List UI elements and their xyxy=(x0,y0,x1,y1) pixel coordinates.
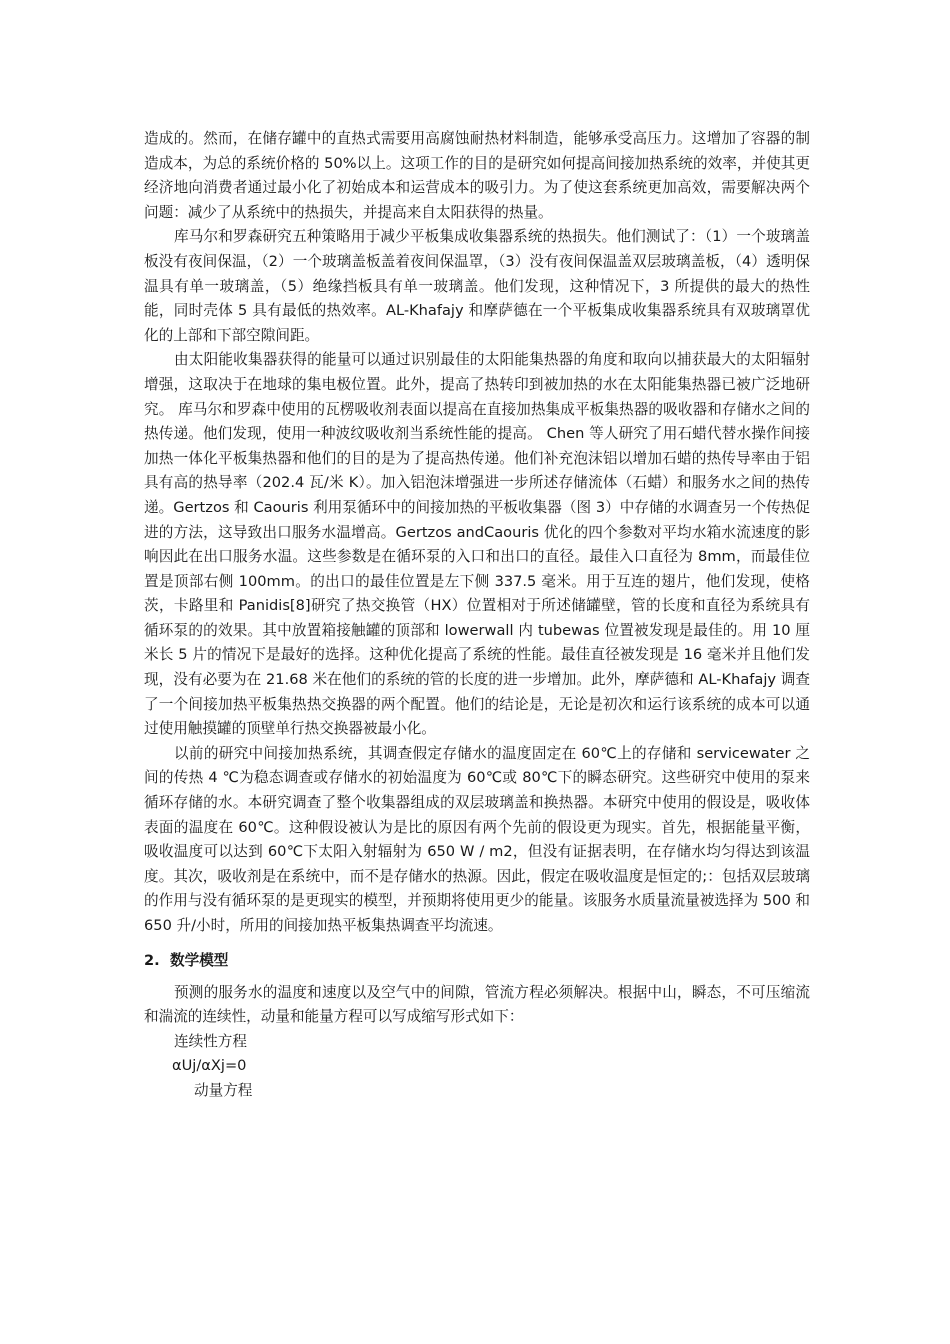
paragraph-heat-loss: 库马尔和罗森研究五种策略用于减少平板集成收集器系统的热损失。他们测试了：（1）一个玻璃盖板没有夜间保温，（2）一个玻璃盖板盖着夜间保温罩，（3）没有夜间保温盖双层玻璃盖板，（4）透明保温具有单一玻璃盖，（5）绝缘挡板具有单一玻璃盖。他们发现，这种情况下，3 所提供的最大的热性能，同时壳体 5 具有最低的热效率。AL-Khafajy 和摩萨德在一个平板集成收集器系统具有双玻璃罩优化的上部和下部空隙间距。 xyxy=(144,228,810,344)
section-heading xyxy=(144,949,810,973)
section-title: 数学模型 xyxy=(170,951,229,969)
continuity-label: 连续性方程 xyxy=(174,1032,247,1050)
paragraph-model: 预测的服务水的温度和速度以及空气中的间隙，管流方程必须解决。根据中山，瞬态，不可压缩流和湍流的连续性，动量和能量方程可以写成缩写形式如下： xyxy=(144,983,810,1026)
document-page xyxy=(144,127,810,1104)
paragraph-previous-studies: 以前的研究中间接加热系统，其调查假定存储水的温度固定在 60℃上的存储和 servicewater 之间的传热 4 ℃为稳态调查或存储水的初始温度为 60℃或 80℃下的瞬态研究。这些研究中使用的泵来循环存储的水。本研究调查了整个收集器组成的双层玻璃盖和换热器。本研究中使用的假设是，吸收体表面的温度在 60℃。这种假设被认为是比的原因有两个先前的假设更为现实。首先，根据能量平衡，吸收温度可以达到 60℃下太阳入射辐射为 650 W / m2，但没有证据表明，在存储水均匀得达到该温度。其次，吸收剂是在系统中，而不是存储水的热源。因此，假定在吸收温度是恒定的;：包括双层玻璃的作用与没有循环泵的是更现实的模型，并预期将使用更少的能量。该服务水质量流量被选择为 500 和 650 升/小时，所用的间接加热平板集热调查平均流速。 xyxy=(144,744,810,934)
section-number: 2. xyxy=(144,951,160,969)
paragraph-heat-transfer: 由太阳能收集器获得的能量可以通过识别最佳的太阳能集热器的角度和取向以捕获最大的太阳辐射增强，这取决于在地球的集电极位置。此外，提高了热转印到被加热的水在太阳能集热器已被广泛地研究。 库马尔和罗森中使用的瓦楞吸收剂表面以提高在直接加热集成平板集热器的吸收器和存储水之间的热传递。他们发现，使用一种波纹吸收剂当系统性能的提高。 Chen 等人研究了用石蜡代替水操作间接加热一体化平板集热器和他们的目的是为了提高热传递。他们补充泡沫铝以增加石蜡的热传导率由于铝具有高的热导率（202.4 瓦/米 K）。加入铝泡沫增强进一步所述存储流体（石蜡）和服务水之间的热传递。Gertzos 和 Caouris 利用泵循环中的间接加热的平板收集器（图 3）中存储的水调查另一个传热促进的方法，这导致出口服务水温增高。Gertzos andCaouris 优化的四个参数对平均水箱水流速度的影响因此在出口服务水温。这些参数是在循环泵的入口和出口的直径。最佳入口直径为 8mm，而最佳位置是顶部右侧 100mm。的出口的最佳位置是左下侧 337.5 毫米。用于互连的翅片，他们发现，使格茨，卡路里和 Panidis[8]研究了热交换管（HX）位置相对于所述储罐壁，管的长度和直径为系统具有循环泵的的效果。其中放置箱接触罐的顶部和 lowerwall 内 tubewas 位置被发现是最佳的。用 10 厘米长 5 片的情况下是最好的选择。这种优化提高了系统的性能。最佳直径被发现是 16 毫米并且他们发现，没有必要为在 21.68 米在他们的系统的管的长度的进一步增加。此外，摩萨德和 AL-Khafajy 调查了一个间接加热平板集热热交换器的两个配置。他们的结论是，无论是初次和运行该系统的成本可以通过使用触摸罐的顶壁单行热交换器被最小化。 xyxy=(144,351,810,738)
continuity-formula: αUj/αXj=0 xyxy=(172,1057,247,1075)
paragraph-intro: 造成的。然而，在储存罐中的直热式需要用高腐蚀耐热材料制造，能够承受高压力。这增加了容器的制造成本，为总的系统价格的 50%以上。这项工作的目的是研究如何提高间接加热系统的效率，并使其更经济地向消费者通过最小化了初始成本和运营成本的吸引力。为了使这套系统更加高效，需要解决两个问题：减少了从系统中的热损失，并提高来自太阳获得的热量。 xyxy=(144,130,810,221)
momentum-label: 动量方程 xyxy=(194,1081,253,1099)
